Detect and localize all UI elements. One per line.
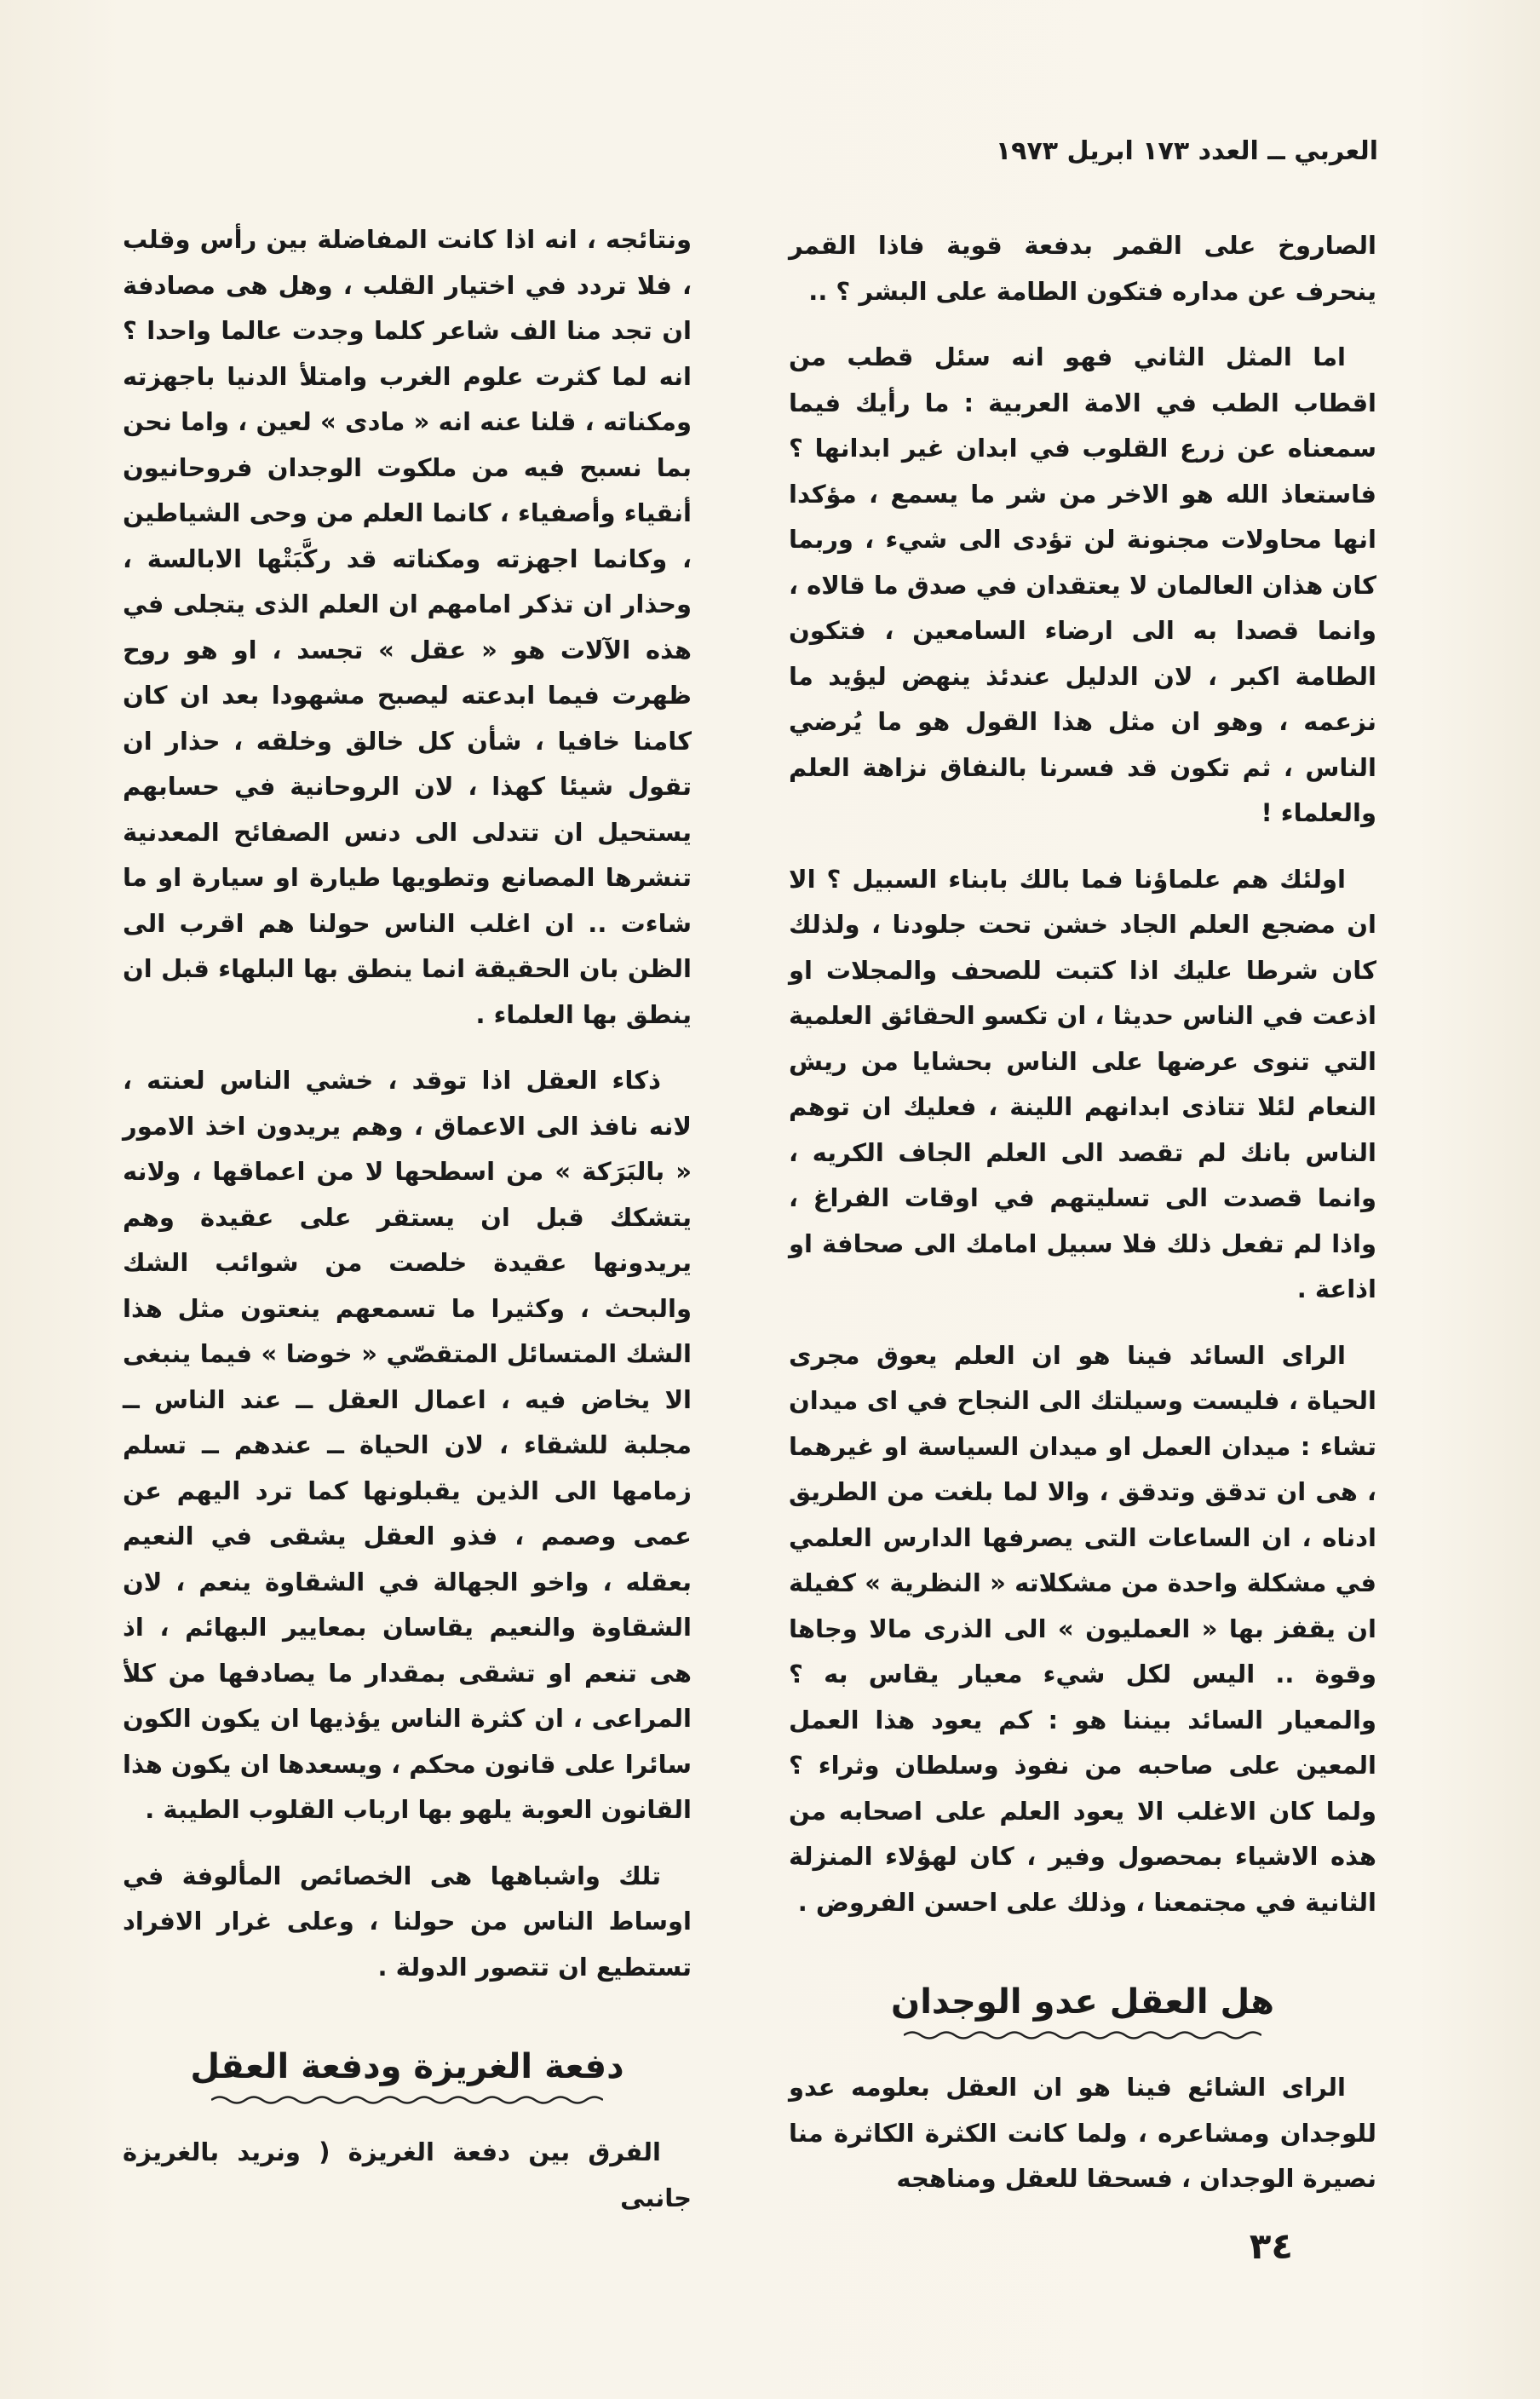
paragraph: الراى الشائع فينا هو ان العقل بعلومه عدو للوجدان ومشاعره ، ولما كانت الكثرة الكاثرة منا نصيرة الوجدان ، فسحقا للعقل ومناهجه — [789, 2073, 1376, 2193]
running-head: العربي ــ العدد ١٧٣ ابريل ١٩٧٣ — [995, 136, 1378, 166]
paragraph: الفرق بين دفعة الغريزة ( ونريد بالغريزة جانبى — [123, 2137, 692, 2212]
paragraph: ذكاء العقل اذا توقد ، خشي الناس لعنته ، لانه نافذ الى الاعماق ، وهم يريدون اخذ الامور « بالبَرَكة » من اسطحها لا من اعماقها ، ولانه يتشكك قبل ان يستقر على عقيدة وهم يريدونها عقيدة خلصت من شوائب الشك والبحث ، وكثيرا ما تسمعهم ينعتون مثل هذا الشك المتسائل المتقصّي « خوضا » فيما ينبغى الا يخاض فيه ، اعمال العقل ــ عند الناس ــ مجلبة للشقاء ، لان الحياة ــ عندهم ــ تسلم زمامها الى الذين يقبلونها كما ترد اليهم عن عمى وصمم ، فذو العقل يشقى في النعيم بعقله ، واخو الجهالة في الشقاوة ينعم ، لان الشقاوة والنعيم يقاسان بمعايير البهائم ، اذ هى تنعم او تشقى بمقدار ما يصادفها من كلأ المراعى ، ان كثرة الناس يؤذيها ان يكون الكون سائرا على قانون محكم ، ويسعدها ان يكون هذا القانون العوبة يلهو بها ارباب القلوب الطيبة . — [123, 1066, 692, 1824]
section-heading — [123, 2043, 692, 2106]
paragraph: اولئك هم علماؤنا فما بالك بابناء السبيل ؟ الا ان مضجع العلم الجاد خشن تحت جلودنا ، ولذلك كان شرطا عليك اذا كتبت للصحف والمجلات او اذعت في الناس حديثا ، ان تكسو الحقائق العلمية التي تنوى عرضها على الناس بحشايا من ريش النعام لئلا تتاذى ابدانهم اللينة ، فعليك ان توهم الناس بانك لم تقصد الى العلم الجاف الكريه ، وانما قصدت الى تسليتهم في اوقات الفراغ ، واذا لم تفعل ذلك فلا سبيل امامك الى صحافة او اذاعة . — [789, 864, 1376, 1303]
paragraph: الراى السائد فينا هو ان العلم يعوق مجرى الحياة ، فليست وسيلتك الى النجاح في اى ميدان تشاء : ميدان العمل او ميدان السياسة او غيرهما ، هى ان تدقق وتدقق ، والا لما بلغت من الطريق ادناه ، ان الساعات التى يصرفها الدارس العلمي في مشكلة واحدة من مشكلاته « النظرية » كفيلة ان يقفز بها « العمليون » الى الذرى مالا وجاها وقوة .. اليس لكل شيء معيار يقاس به ؟ والمعيار السائد بيننا هو : كم يعود هذا العمل المعين على صاحبه من نفوذ وسلطان وثراء ؟ ولما كان الاغلب الا يعود العلم على اصحابه من هذه الاشياء بمحصول وفير ، كان لهؤلاء المنزلة الثانية في مجتمعنا ، وذلك على احسن الفروض . — [789, 1340, 1376, 1917]
left-column — [123, 217, 692, 2221]
page-number: ٣٤ — [1249, 2225, 1293, 2267]
paragraph: تلك واشباهها هى الخصائص المألوفة في اوساط الناس من حولنا ، وعلى غرار الافراد تستطيع ان تتصور الدولة . — [123, 1861, 692, 1982]
squiggle-underline-icon — [211, 2094, 603, 2106]
paragraph: ونتائجه ، انه اذا كانت المفاضلة بين رأس وقلب ، فلا تردد في اختيار القلب ، وهل هى مصادفة ان تجد منا الف شاعر كلما وجدت عالما واحدا ؟ انه لما كثرت علوم الغرب وامتلأ الدنيا باجهزته ومكناته ، قلنا عنه انه « مادى » لعين ، واما نحن بما نسبح فيه من ملكوت الوجدان فروحانيون أنقياء وأصفياء ، كانما العلم من وحى الشياطين ، وكانما اجهزته ومكناته قد ركَّبَتْها الابالسة ، وحذار ان تذكر امامهم ان العلم الذى يتجلى في هذه الآلات هو « عقل » تجسد ، او هو روح ظهرت فيما ابدعته ليصبح مشهودا بعد ان كان كامنا خافيا ، شأن كل خالق وخلقه ، حذار ان تقول شيئا كهذا ، لان الروحانية في حسابهم يستحيل ان تتدلى الى دنس الصفائح المعدنية تنشرها المصانع وتطويها طيارة او سيارة او ما شاءت .. ان اغلب الناس حولنا هم اقرب الى الظن بان الحقيقة انما ينطق بها البلهاء قبل ان ينطق بها العلماء . — [123, 225, 692, 1029]
section-heading — [789, 1978, 1376, 2041]
right-column — [789, 223, 1376, 2202]
section-title-text: هل العقل عدو الوجدان — [891, 1982, 1274, 2022]
paragraph: الصاروخ على القمر بدفعة قوية فاذا القمر ينحرف عن مداره فتكون الطامة على البشر ؟ .. — [789, 231, 1376, 306]
paragraph: اما المثل الثاني فهو انه سئل قطب من اقطاب الطب في الامة العربية : ما رأيك فيما سمعناه عن زرع القلوب في ابدان غير ابدانها ؟ فاستعاذ الله هو الاخر من شر ما يسمع ، مؤكدا انها محاولات مجنونة لن تؤدى الى شيء ، وربما كان هذان العالمان لا يعتقدان في صدق ما قالاه ، وانما قصدا به الى ارضاء السامعين ، فتكون الطامة اكبر ، لان الدليل عندئذ ينهض ليؤيد ما نزعمه ، وهو ان مثل هذا القول هو ما يُرضي الناس ، ثم تكون قد فسرنا بالنفاق نزاهة العلم والعلماء ! — [789, 342, 1376, 827]
section-title-text: دفعة الغريزة ودفعة العقل — [190, 2047, 624, 2086]
squiggle-underline-icon — [904, 2029, 1261, 2041]
